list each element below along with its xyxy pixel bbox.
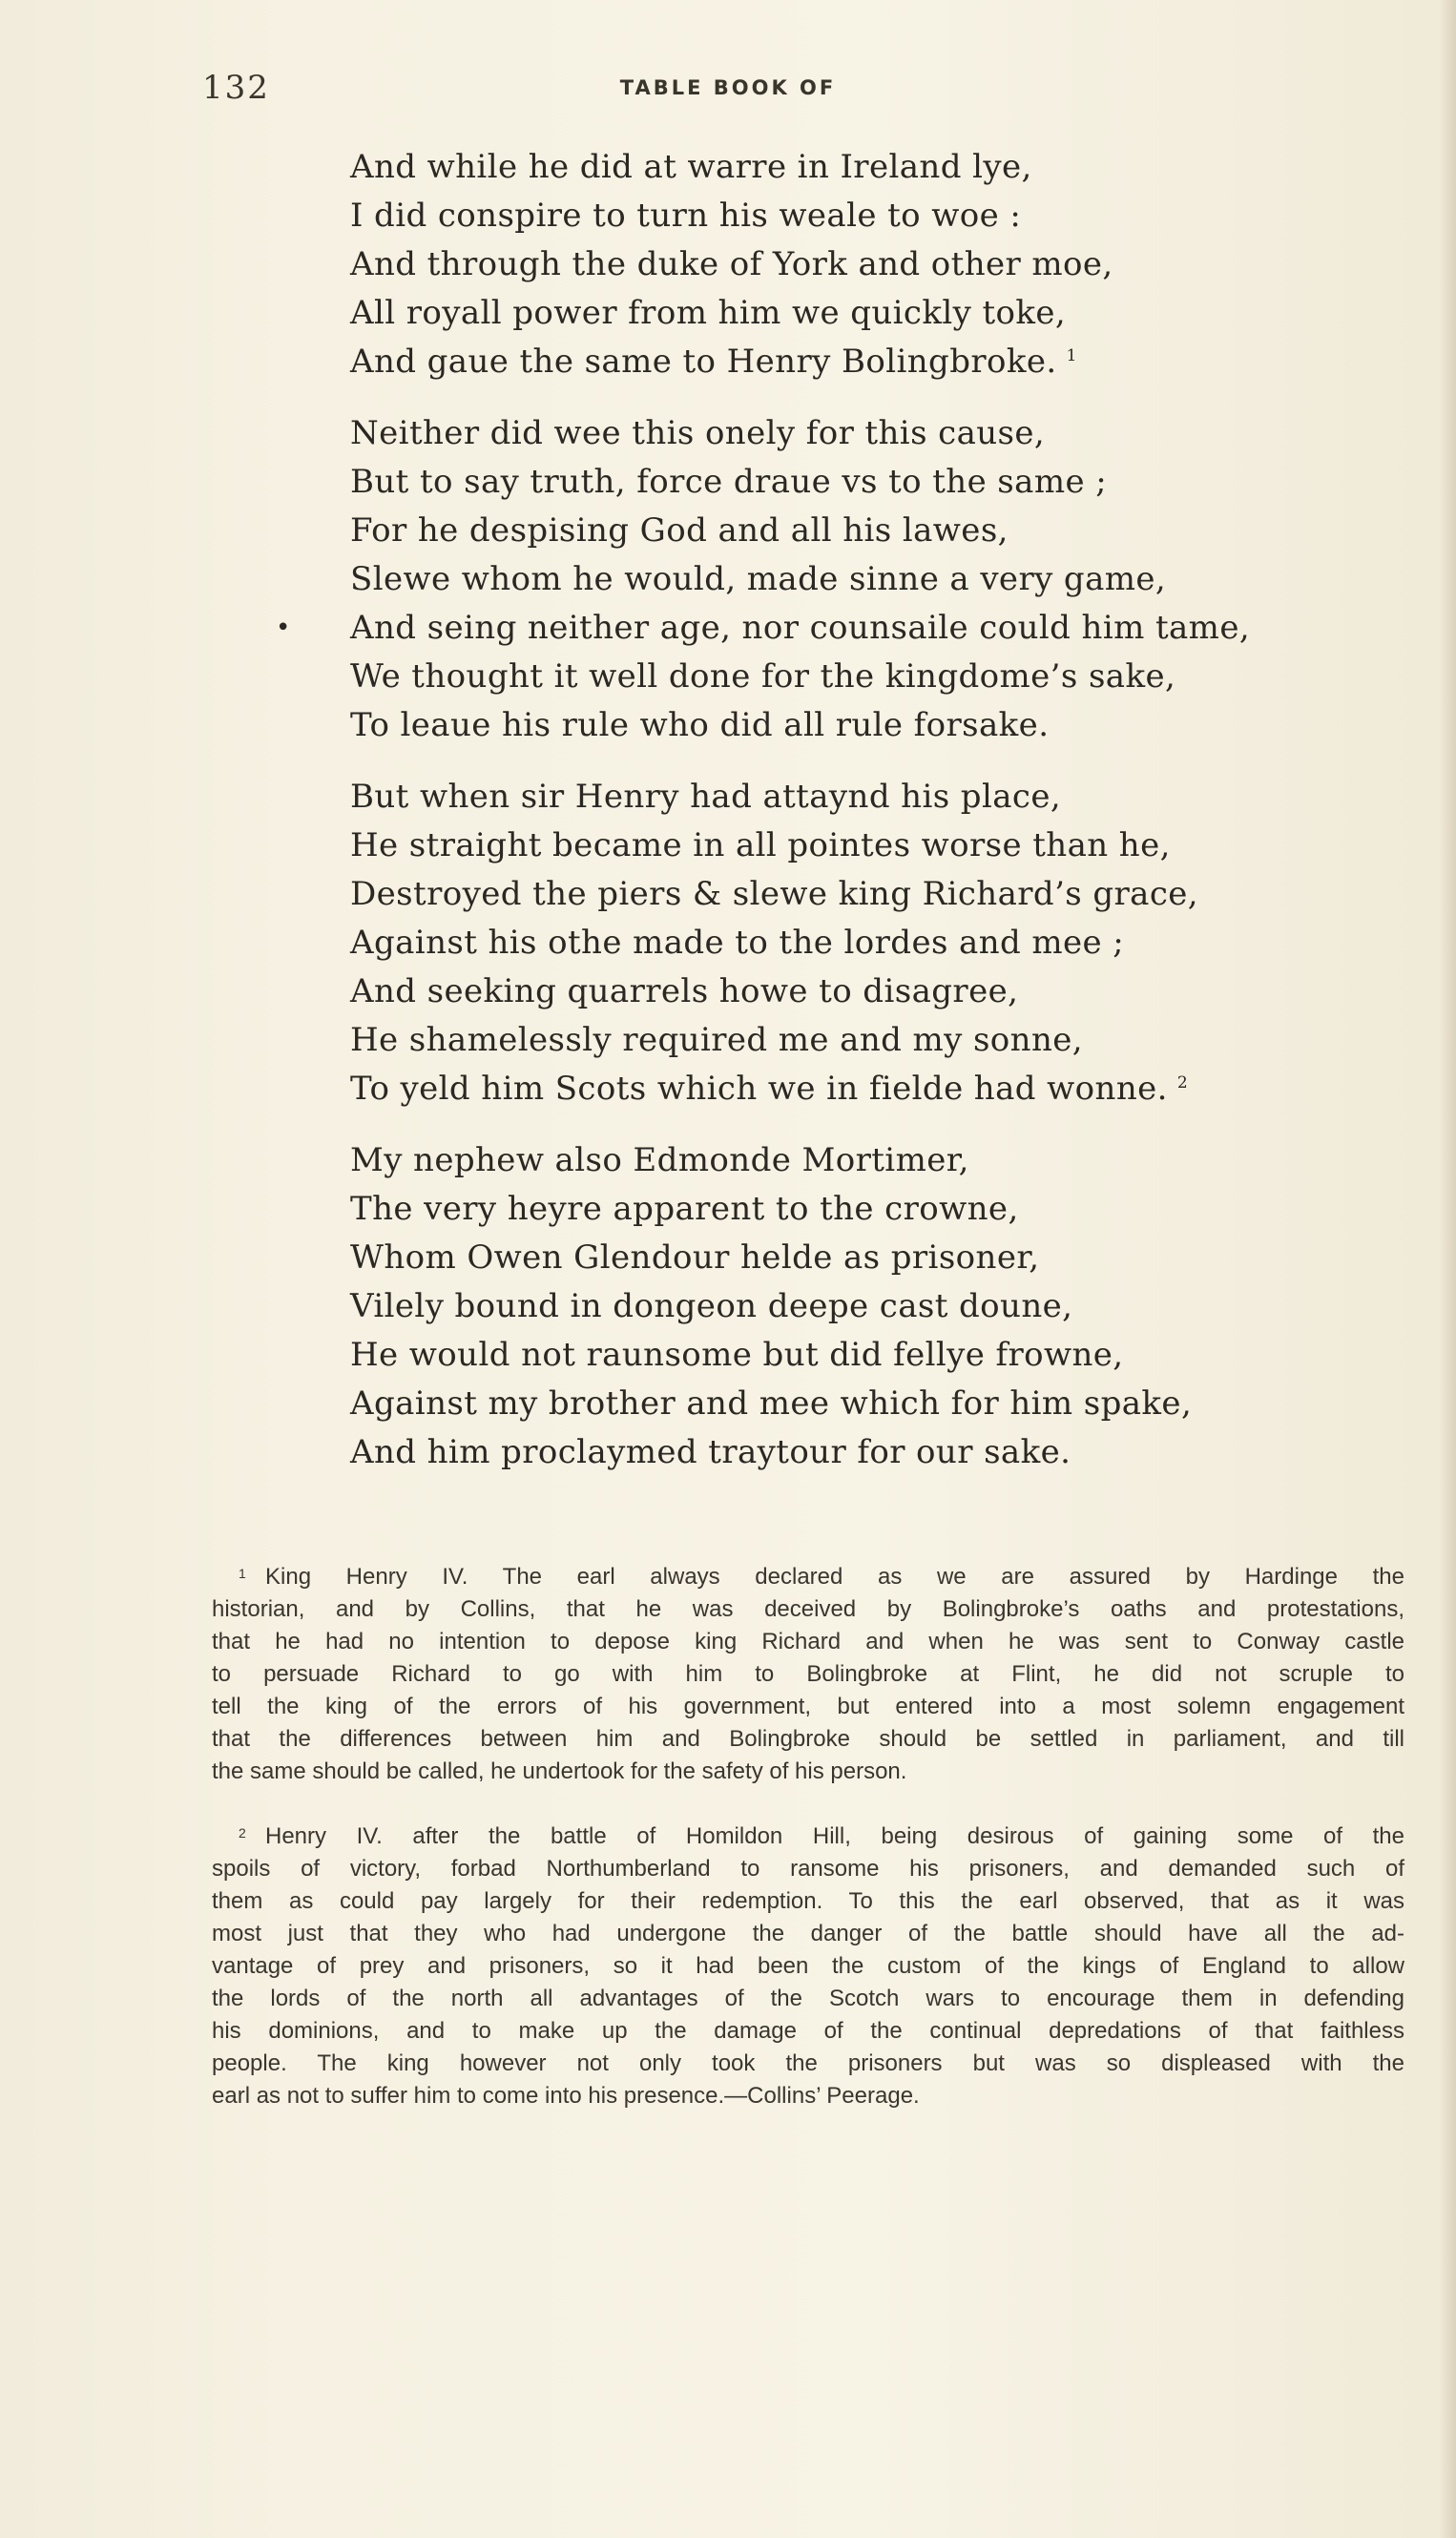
footnote-line: the same should be called, he undertook for the safety of his person. (212, 1758, 907, 1784)
verse-line: The very heyre apparent to the crowne, (350, 1190, 1019, 1228)
footnote-line: most just that they who had undergone the danger of the battle should have all the ad- (212, 1921, 1404, 1946)
footnote-line: the lords of the north all advantages of the Scotch wars to encourage them in defending (212, 1986, 1404, 2011)
verse-line: All royall power from him we quickly toke, (350, 294, 1067, 332)
verse-line: My nephew also Edmonde Mortimer, (350, 1141, 969, 1179)
verse-line: And seeking quarrels howe to disagree, (350, 972, 1019, 1010)
verse-line: • And seing neither age, nor counsaile could him tame, (350, 604, 1352, 653)
verse-line: And gaue the same to Henry Bolingbroke. $^1$ (350, 343, 1077, 381)
footnote-line: 2 Henry IV. after the battle of Homildon Hill, being desirous of gaining some of the (212, 1820, 1404, 1853)
footnote-line: vantage of prey and prisoners, so it had been the custom of the kings of England to allow (212, 1953, 1404, 1979)
verse-line: To leaue his rule who did all rule forsake. (350, 706, 1050, 744)
verse-line: Against his othe made to the lordes and mee ; (350, 924, 1125, 962)
verse-line: And through the duke of York and other moe, (350, 245, 1113, 283)
verse-line: He shamelessly required me and my sonne, (350, 1021, 1084, 1059)
verse-line: But when sir Henry had attaynd his place, (350, 778, 1062, 816)
footnote-mark: 2 (239, 1825, 246, 1841)
footnote-line: that he had no intention to depose king Richard and when he was sent to Conway castle (212, 1629, 1404, 1654)
stanza (350, 1136, 1352, 1477)
footnote-line: 1 King Henry IV. The earl always declared as we are assured by Hardinge the (212, 1561, 1404, 1593)
footnote-reference[interactable]: 1 (1066, 345, 1077, 365)
footnote-mark: 1 (239, 1566, 246, 1581)
verse-line: Neither did wee this onely for this cause, (350, 414, 1046, 452)
margin-bullet: • (276, 614, 291, 642)
footnote-line: that the differences between him and Bolingbroke should be settled in parliament, and till (212, 1726, 1404, 1752)
footnote-line: to persuade Richard to go with him to Bolingbroke at Flint, he did not scruple to (212, 1661, 1404, 1687)
footnote-line: earl as not to suffer him to come into his presence.—Collins’ Peerage. (212, 2083, 920, 2109)
page-edge-shadow (1439, 0, 1456, 2538)
stanza (350, 773, 1352, 1113)
verse-line: Destroyed the piers & slewe king Richard’s grace, (350, 875, 1198, 913)
footnote-line: them as could pay largely for their redemption. To this the earl observed, that as it was (212, 1888, 1404, 1914)
verse-line: But to say truth, force draue vs to the same ; (350, 463, 1108, 501)
verse-line: And while he did at warre in Ireland lye, (350, 148, 1032, 186)
footnote-line: historian, and by Collins, that he was deceived by Bolingbroke’s oaths and protestations, (212, 1596, 1404, 1622)
verse-line: And him proclaymed traytour for our sake. (350, 1433, 1071, 1471)
footnote (212, 1561, 1404, 1788)
verse-line: He straight became in all pointes worse than he, (350, 826, 1171, 864)
footnote-line: his dominions, and to make up the damage of the continual depredations of that faithless (212, 2018, 1404, 2044)
verse-line: To yeld him Scots which we in fielde had wonne. $^2$ (350, 1070, 1189, 1108)
running-head: TABLE BOOK OF (619, 76, 837, 99)
verse-line: Slewe whom he would, made sinne a very game, (350, 560, 1167, 598)
footnote-line: spoils of victory, forbad Northumberland to ransome his prisoners, and demanded such of (212, 1856, 1404, 1882)
verse-line: We thought it well done for the kingdome’s sake, (350, 657, 1176, 696)
verse-line: Whom Owen Glendour helde as prisoner, (350, 1238, 1040, 1277)
verse-line: I did conspire to turn his weale to woe : (350, 197, 1022, 235)
page-header (0, 69, 1456, 116)
poem (276, 143, 1352, 1500)
verse-line: For he despising God and all his lawes, (350, 511, 1009, 550)
verse-line: Against my brother and mee which for him spake, (350, 1384, 1193, 1423)
stanza (276, 409, 1352, 750)
verse-line: He would not raunsome but did fellye frowne, (350, 1336, 1124, 1374)
footnote-line: people. The king however not only took the prisoners but was so displeased with the (212, 2050, 1404, 2076)
footnotes (212, 1561, 1404, 2145)
footnote-line: tell the king of the errors of his government, but entered into a most solemn engagement (212, 1694, 1404, 1719)
verse-line: Vilely bound in dongeon deepe cast doune, (350, 1287, 1073, 1325)
footnote-reference[interactable]: 2 (1176, 1072, 1189, 1092)
page-number: 132 (202, 69, 270, 107)
stanza (350, 143, 1352, 386)
footnote (212, 1820, 1404, 2112)
